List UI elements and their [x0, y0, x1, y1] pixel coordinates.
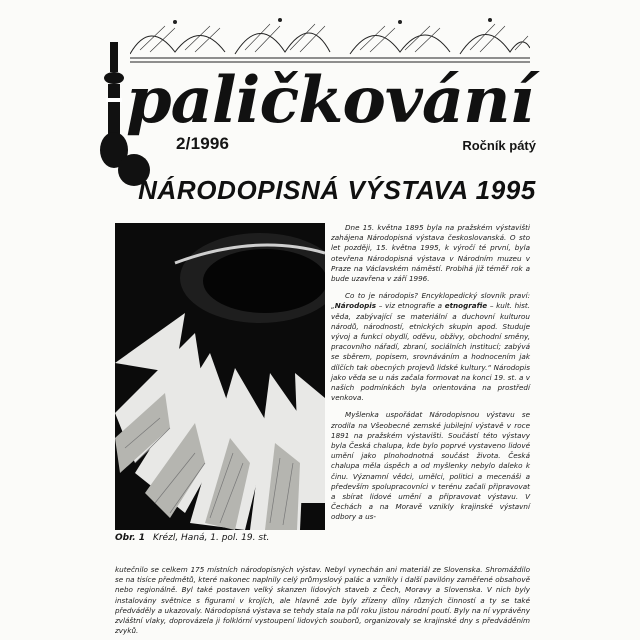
lace-collar-photo [115, 223, 325, 530]
article-headline: NÁRODOPISNÁ VÝSTAVA 1995 [138, 175, 536, 205]
volume-label: Ročník pátý [462, 138, 536, 153]
paragraph-1: Dne 15. května 1895 byla na pražském výstavišti zahájena Národopisná výstava českoslovanská. O sto let později, 15. května 1995, k výročí té první, byla otevřena Národopisná výstava v Národním muzeu v Praze na Václavském náměstí. Probíhá již téměř rok a bude uzavřena v září 1996. [331, 223, 530, 284]
issue-number: 2/1996 [176, 134, 230, 153]
paragraph-2: Co to je národopis? Encyklopedický slovník praví: „Národopis – viz etnografie a etnografie – kult. hist. věda, zabývající se materiální a duchovní kulturou národů, národností, etnických skupin apod. Studuje vývoj a funkci obydlí, oděvu, obživy, obchodní směny, pracovního nářadí, zbraní, sociálních institucí; zabývá se sběrem, popisem, srovnáváním a hodnocením jak dílčích tak obecných projevů lidské kultury.“ Národopis jako věda se u nás začala formovat na konci 19. st. a v našich podmínkách byla orientována na prostředí venkova. [331, 291, 531, 403]
figure-caption-text: Krézl, Haná, 1. pol. 19. st. [152, 533, 270, 543]
figure-label: Obr. 1 [115, 533, 146, 543]
lace-collar-image [115, 223, 325, 530]
term-etnografie: etnografie [444, 301, 488, 311]
figure-caption [115, 532, 325, 544]
article-continuation [115, 565, 530, 636]
paragraph-3: Myšlenka uspořádat Národopisnou výstavu se zrodila na Všeobecné zemské jubilejní výstavě v roce 1891 na pražském výstavišti. Součástí této výstavy byla Česká chalupa, kde bylo poprvé vystaveno lidové umění jako plnohodnotná součást života. Česká chalupa měla úspěch a od myšlenky nebylo daleko k činu. Významní vědci, umělci, politici a mecenáši a především spolupracovníci v terénu začali připravovat a sbírat lidové umění a připravovat výstavu. V Čechách a na Moravě vznikly krajinské výstavní odbory a us- [331, 410, 530, 522]
paragraph-4: kutečnilo se celkem 175 místních národopisných výstav. Nebyl vynechán ani materiál ze Slovenska. Shromáždilo se na tisíce předmětů, které nakonec naplnily celý průmyslový palác a vznikly i další pavilóny zaměřené obsahově nebo regionálně. Byl také postaven velký skanzen lidových staveb z Čech, Moravy a Slovenska. V nich byly instalovány světnice s figurami v krojích, ale hlavně zde byly zřízeny dílny různých činností a ty se také předváděly a ukazovaly. Národopisná výstava se tehdy stala na půl roku jistou národní poutí. Byly na ní vyprávěny zvláštní vlaky, doprovázela ji folklórní vystoupení lidových souborů, organizovaly se krajinské dny s předváděním zvyků. [115, 565, 530, 636]
article-column [331, 223, 530, 530]
magazine-title: paličkování [126, 63, 534, 138]
term-narodopis: Národopis [334, 301, 377, 311]
